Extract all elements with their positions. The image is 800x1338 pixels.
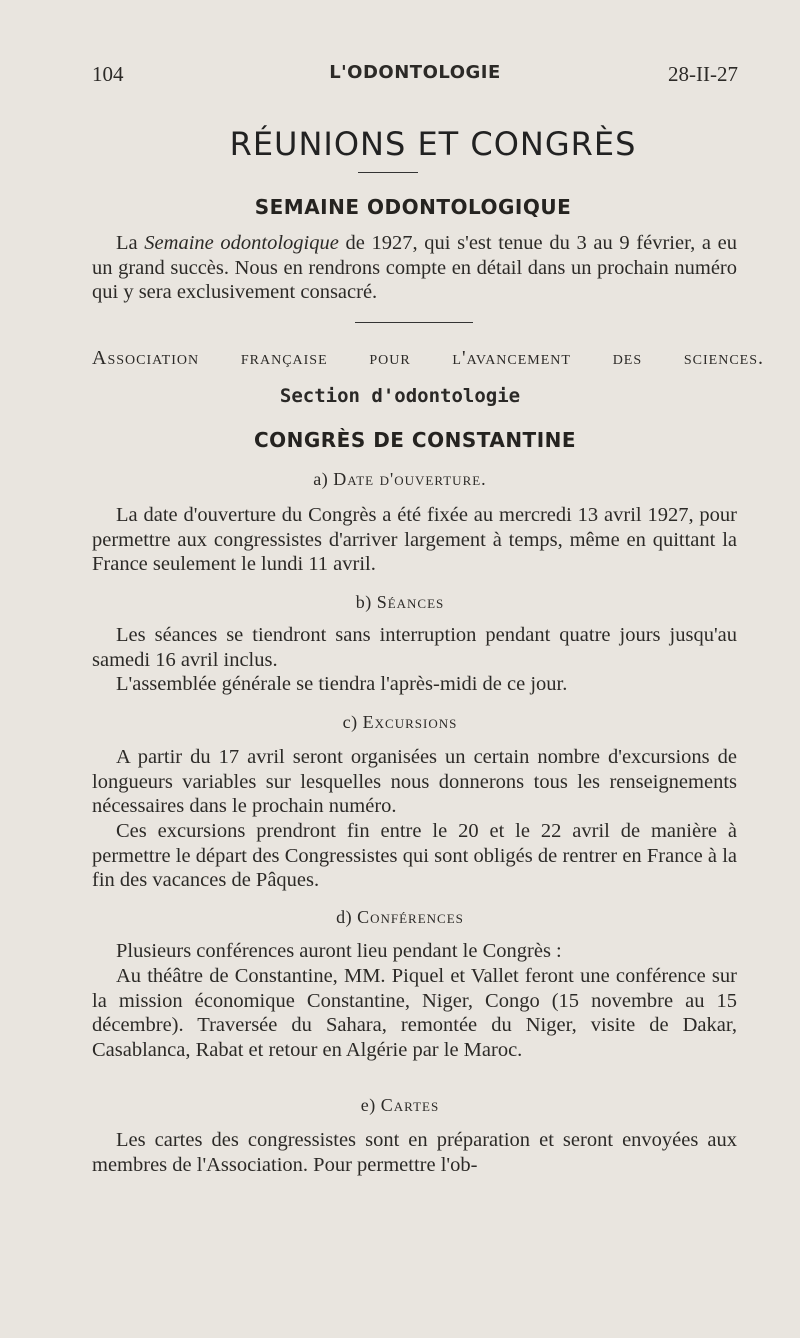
separator-rule: [355, 322, 473, 323]
paragraph-a: [92, 503, 737, 577]
paragraph-e: [92, 1128, 737, 1177]
subheading-c: [0, 712, 800, 733]
paragraph-a-text: La date d'ouverture du Congrès a été fixée au mercredi 13 avril 1927, pour permettre aux congressistes d'arriver largement à temps, même en quittant la France seulement le lundi 11 avril.: [92, 504, 737, 575]
subheading-e-title: Cartes: [380, 1095, 440, 1115]
semaine-paragraph: [92, 231, 737, 305]
paragraph-d2: [92, 964, 737, 1062]
subheading-a-label: a): [313, 469, 329, 489]
semaine-title-italic: Semaine odontologique: [144, 232, 339, 254]
issue-date: 28-II-27: [668, 62, 738, 86]
paragraph-d2-text: Au théâtre de Constantine, MM. Piquel et Vallet feront une conférence sur la mission économique Constantine, Niger, Congo (15 novembre au 15 décembre). Traversée du Sahara, remontée du Niger, visite de Dakar, Casablanca, Rabat et retour en Algérie par le Maroc.: [92, 965, 737, 1061]
title-rule: [358, 172, 418, 173]
subheading-c-label: c): [342, 712, 358, 732]
semaine-heading: SEMAINE ODONTOLOGIQUE: [254, 195, 572, 219]
page-number: 104: [92, 62, 124, 86]
paragraph-b1-text: Les séances se tiendront sans interruption pendant quatre jours jusqu'au samedi 16 avril inclus.: [92, 624, 737, 671]
paragraph-b2-text: L'assemblée générale se tiendra l'après-midi de ce jour.: [116, 673, 568, 695]
paragraph-c2-text: Ces excursions prendront fin entre le 20 et le 22 avril de manière à permettre le départ des Congressistes qui sont obligés de rentrer en France à la fin des vacances de Pâques.: [92, 820, 737, 891]
subheading-d: [0, 907, 800, 928]
subheading-b-label: b): [355, 592, 372, 612]
subheading-e: [0, 1095, 800, 1116]
subheading-c-title: Excursions: [362, 712, 458, 732]
paragraph-c2: [92, 819, 737, 893]
journal-title: L'ODONTOLOGIE: [329, 62, 501, 83]
paragraph-b1: [92, 623, 737, 672]
main-title: RÉUNIONS ET CONGRÈS: [229, 125, 637, 163]
subheading-e-label: e): [360, 1095, 376, 1115]
paragraph-c1-text: A partir du 17 avril seront organisées un certain nombre d'excursions de longueurs variables sur lesquelles nous donnerons tous les renseignements nécessaires dans le prochain numéro.: [92, 746, 737, 817]
running-header: [92, 62, 738, 92]
subheading-a-title: Date d'ouverture.: [333, 469, 487, 489]
paragraph-d1-text: Plusieurs conférences auront lieu pendant le Congrès :: [116, 940, 562, 962]
subheading-b: [0, 592, 800, 613]
section-title: Section d'odontologie: [279, 385, 521, 407]
subheading-d-title: Conférences: [357, 907, 464, 927]
semaine-text-pre: La: [116, 232, 145, 254]
paragraph-b2: [92, 672, 737, 697]
paragraph-d1: [92, 939, 737, 964]
congres-heading: CONGRÈS DE CONSTANTINE: [253, 428, 577, 452]
subheading-a: [0, 469, 800, 490]
subheading-d-label: d): [336, 907, 353, 927]
paragraph-c1: [92, 745, 737, 819]
association-line: Association française pour l'avancement des sciences.: [92, 347, 764, 369]
paragraph-e-text: Les cartes des congressistes sont en préparation et seront envoyées aux membres de l'Association. Pour permettre l'ob-: [92, 1129, 737, 1176]
semaine-text-post: de 1927, qui s'est tenue du 3 au 9 février, a eu un grand succès. Nous en rendrons compte en détail dans un prochain numéro qui y sera exclusivement consacré.: [92, 232, 738, 303]
subheading-b-title: Séances: [376, 592, 445, 612]
